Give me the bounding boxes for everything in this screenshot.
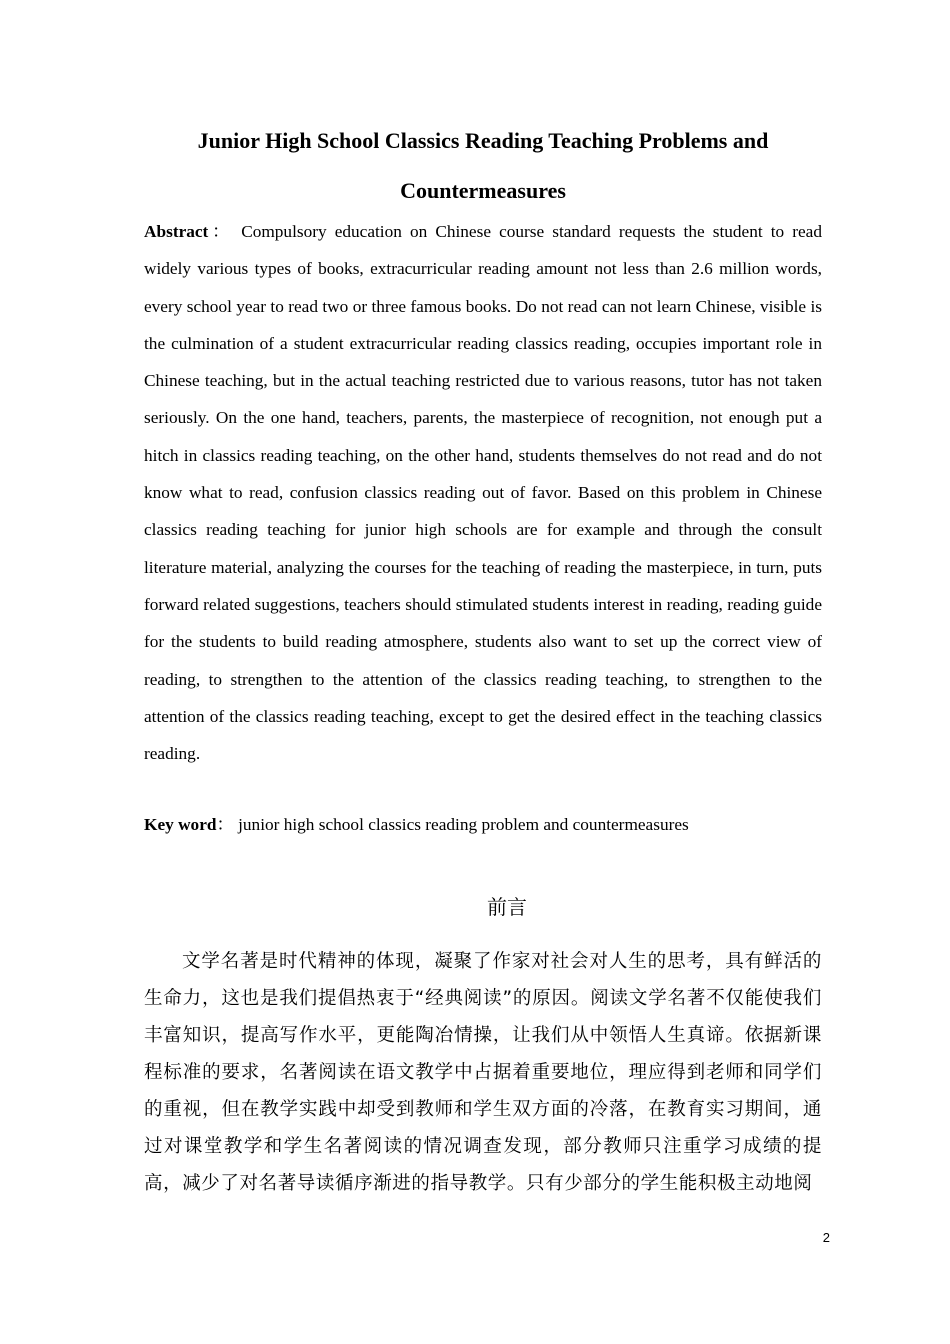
keywords-text: junior high school classics reading problem and countermeasures xyxy=(238,815,689,834)
keywords-label: Key word xyxy=(144,815,217,834)
abstract-text: Compulsory education on Chinese course standard requests the student to read widely various types of books, extracurricular reading amount not less than 2.6 million words, every school year to read two or three famous books. Do not read can not learn Chinese, visible is the culmination of a student extracurricular reading classics reading, occupies important role in Chinese teaching, but in the actual teaching restricted due to various reasons, tutor has not taken seriously. On the one hand, teachers, parents, the masterpiece of recognition, not enough put a hitch in classics reading teaching, on the other hand, students themselves do not read and do not know what to read, confusion classics reading out of favor. Based on this problem in Chinese classics reading teaching for junior high schools are for example and through the consult literature material, analyzing the courses for the teaching of reading the masterpiece, in turn, puts forward related suggestions, teachers should stimulated students interest in reading, reading guide for the students to build reading atmosphere, students also want to set up the correct view of reading, to strengthen to the attention of the classics reading teaching, to strengthen to the attention of the classics reading teaching, except to get the desired effect in the teaching classics reading. xyxy=(144,222,822,764)
abstract-paragraph xyxy=(144,213,822,772)
keywords-separator: ： xyxy=(216,815,234,834)
preface-paragraph: 文学名著是时代精神的体现，凝聚了作家对社会对人生的思考，具有鲜活的生命力，这也是我们提倡热衷于“经典阅读”的原因。阅读文学名著不仅能使我们丰富知识，提高写作水平，更能陶冶情操，让我们从中领悟人生真谛。依据新课程标准的要求，名著阅读在语文教学中占据着重要地位，理应得到老师和同学们的重视，但在教学实践中却受到教师和学生双方面的冷落，在教育实习期间，通过对课堂教学和学生名著阅读的情况调查发现，部分教师只注重学习成绩的提高，减少了对名著导读循序渐进的指导教学。只有少部分的学生能积极主动地阅 xyxy=(144,951,822,1194)
page-number: 2 xyxy=(822,1230,830,1245)
keywords-paragraph xyxy=(144,810,822,840)
paper-title-line-1: Junior High School Classics Reading Teaching Problems and xyxy=(197,128,769,153)
abstract-label: Abstract xyxy=(144,222,209,241)
abstract-separator: ： xyxy=(208,222,234,241)
paper-title-line-2: Countermeasures xyxy=(400,178,566,203)
preface-heading: 前言 xyxy=(487,895,527,919)
